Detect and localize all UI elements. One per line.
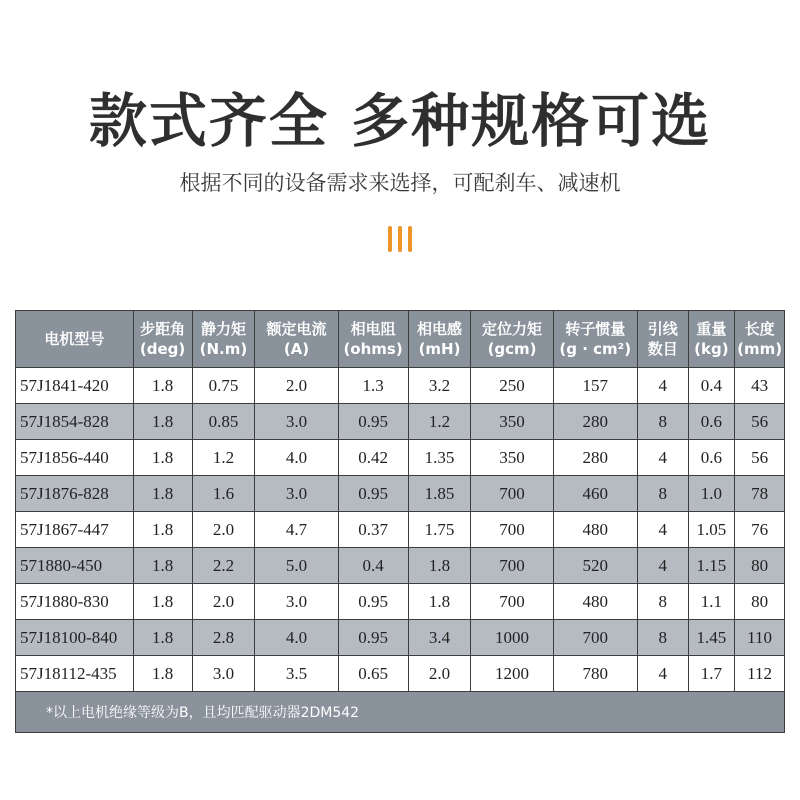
table-cell: 80 [735,548,785,584]
table-cell: 1.8 [408,584,471,620]
table-cell: 4 [637,512,688,548]
column-header [471,311,553,368]
table-cell: 3.0 [255,404,338,440]
table-cell: 1.85 [408,476,471,512]
table-cell: 250 [471,368,553,404]
table-cell: 480 [553,584,637,620]
table-row [16,512,785,548]
table-cell: 460 [553,476,637,512]
table-cell: 2.0 [408,656,471,692]
column-header [637,311,688,368]
column-header-label: 定位力矩 [482,320,543,338]
table-cell: 0.37 [338,512,408,548]
table-cell: 280 [553,440,637,476]
table-cell: 5.0 [255,548,338,584]
table-cell: 8 [637,584,688,620]
table-cell: 0.95 [338,584,408,620]
page-subtitle: 根据不同的设备需求来选择，可配刹车、减速机 [179,171,621,195]
motor-model-cell: 57J1867-447 [16,512,134,548]
table-cell: 4.0 [255,440,338,476]
table-cell: 1.15 [688,548,735,584]
column-header-unit: (A) [283,340,310,358]
table-cell: 2.8 [192,620,255,656]
column-header [553,311,637,368]
column-header [133,311,192,368]
column-header [408,311,471,368]
table-cell: 1.75 [408,512,471,548]
table-cell: 350 [471,440,553,476]
table-cell: 1.8 [133,548,192,584]
table-cell: 1.3 [338,368,408,404]
table-cell: 1.7 [688,656,735,692]
table-cell: 700 [471,512,553,548]
table-cell: 3.0 [255,584,338,620]
table-cell: 0.4 [338,548,408,584]
motor-model-cell: 57J1841-420 [16,368,134,404]
table-cell: 112 [735,656,785,692]
table-cell: 2.0 [255,368,338,404]
table-cell: 4 [637,656,688,692]
table-cell: 80 [735,584,785,620]
decorative-bars-icon [386,226,416,252]
table-cell: 2.2 [192,548,255,584]
table-cell: 1.6 [192,476,255,512]
table-cell: 350 [471,404,553,440]
motor-model-cell: 57J1856-440 [16,440,134,476]
table-cell: 1.45 [688,620,735,656]
table-cell: 3.2 [408,368,471,404]
table-cell: 0.6 [688,404,735,440]
table-cell: 56 [735,404,785,440]
table-cell: 280 [553,404,637,440]
column-header-unit: (gcm) [487,340,537,358]
table-cell: 3.4 [408,620,471,656]
column-header-label: 重量 [696,320,727,338]
motor-model-cell: 57J1876-828 [16,476,134,512]
table-cell: 700 [471,476,553,512]
table-header-row [16,311,785,368]
column-header-label: 转子惯量 [565,320,626,338]
table-cell: 700 [471,548,553,584]
table-cell: 2.0 [192,584,255,620]
table-row [16,548,785,584]
table-cell: 0.95 [338,476,408,512]
column-header-label: 相电感 [417,320,463,338]
motor-model-cell: 57J18112-435 [16,656,134,692]
column-header-unit: (g · cm²) [559,340,632,358]
table-cell: 1.8 [133,620,192,656]
column-header-label: 静力矩 [200,320,246,338]
table-cell: 78 [735,476,785,512]
table-cell: 520 [553,548,637,584]
table-row [16,584,785,620]
table-cell: 1.8 [133,368,192,404]
table-cell: 110 [735,620,785,656]
table-cell: 0.65 [338,656,408,692]
table-row [16,440,785,476]
table-cell: 4 [637,440,688,476]
table-cell: 1.0 [688,476,735,512]
table-cell: 0.95 [338,404,408,440]
footnote: *以上电机绝缘等级为B，且均匹配驱动器2DM542 [16,692,785,733]
table-cell: 76 [735,512,785,548]
table-row [16,656,785,692]
table-cell: 0.85 [192,404,255,440]
table-cell: 0.95 [338,620,408,656]
motor-model-cell: 571880-450 [16,548,134,584]
table-row [16,476,785,512]
column-header-unit: (kg) [694,340,729,358]
table-cell: 56 [735,440,785,476]
table-cell: 1.35 [408,440,471,476]
table-cell: 3.0 [255,476,338,512]
table-cell: 1.8 [133,476,192,512]
table-cell: 480 [553,512,637,548]
table-cell: 700 [553,620,637,656]
table-cell: 1000 [471,620,553,656]
table-cell: 2.0 [192,512,255,548]
footnote-row [16,692,785,733]
table-cell: 3.0 [192,656,255,692]
column-header-label: 步距角 [140,320,186,338]
motor-model-cell: 57J18100-840 [16,620,134,656]
table-row [16,404,785,440]
table-cell: 1200 [471,656,553,692]
table-cell: 4.7 [255,512,338,548]
column-header-unit: (ohms) [343,340,403,358]
motor-model-cell: 57J1854-828 [16,404,134,440]
table-cell: 0.75 [192,368,255,404]
table-cell: 1.8 [133,404,192,440]
table-cell: 0.42 [338,440,408,476]
table-cell: 700 [471,584,553,620]
motor-spec-table [15,310,785,733]
column-header [255,311,338,368]
column-header-unit: 数目 [647,340,678,358]
table-cell: 8 [637,404,688,440]
table-cell: 1.8 [133,584,192,620]
table-cell: 43 [735,368,785,404]
table-cell: 0.4 [688,368,735,404]
column-header-unit: (N.m) [199,340,248,358]
table-cell: 1.1 [688,584,735,620]
table-cell: 8 [637,620,688,656]
column-header-label: 引线 [647,320,678,338]
column-header-unit: (mH) [418,340,461,358]
table-cell: 4.0 [255,620,338,656]
table-row [16,368,785,404]
column-header-label: 相电阻 [350,320,396,338]
table-cell: 8 [637,476,688,512]
table-cell: 4 [637,548,688,584]
column-header [338,311,408,368]
column-header [192,311,255,368]
column-header-label: 长度 [744,320,775,338]
table-cell: 157 [553,368,637,404]
motor-model-cell: 57J1880-830 [16,584,134,620]
column-header-label: 额定电流 [266,320,327,338]
table-cell: 1.8 [133,512,192,548]
table-cell: 1.2 [192,440,255,476]
table-cell: 1.2 [408,404,471,440]
table-cell: 1.8 [133,656,192,692]
table-cell: 1.05 [688,512,735,548]
table-cell: 1.8 [408,548,471,584]
table-cell: 4 [637,368,688,404]
column-header [688,311,735,368]
column-header-unit: (mm) [737,340,783,358]
column-header [16,311,134,368]
table-row [16,620,785,656]
column-header [735,311,785,368]
table-cell: 780 [553,656,637,692]
table-cell: 0.6 [688,440,735,476]
table-cell: 1.8 [133,440,192,476]
column-header-label: 电机型号 [44,330,105,348]
page-title: 款式齐全 多种规格可选 [88,87,712,155]
column-header-unit: (deg) [139,340,186,358]
table-cell: 3.5 [255,656,338,692]
